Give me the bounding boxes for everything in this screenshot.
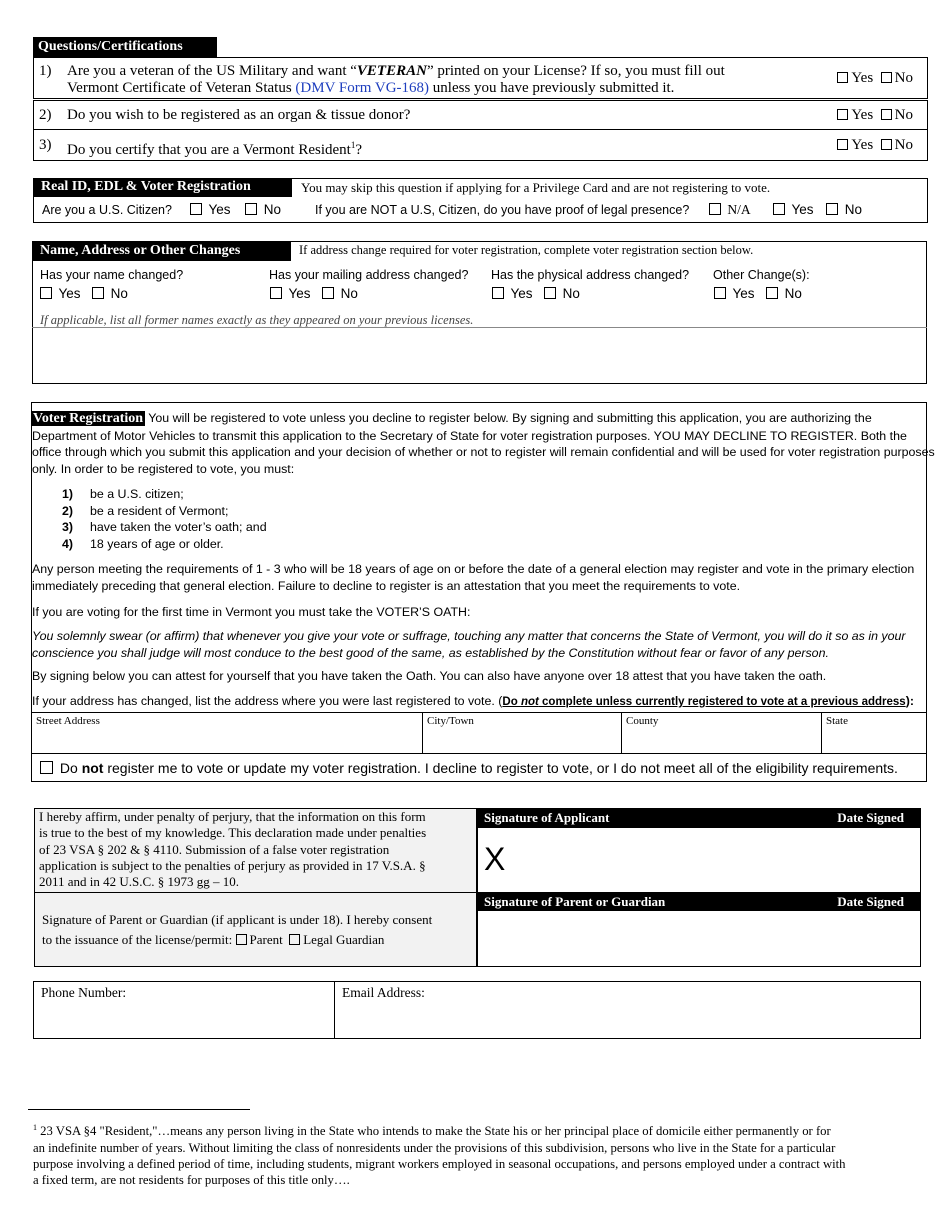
text: a fixed term, are not residents for purposes of this title only…. — [33, 1173, 350, 1188]
street-address-field[interactable] — [32, 713, 421, 752]
footnote-separator — [28, 1109, 250, 1110]
footnote-ref[interactable]: 1 — [350, 140, 356, 150]
voter-header: Voter Registration — [33, 411, 144, 426]
text: You will be registered to vote unless you decline to register below. By signing and submitting this application, you are authorizing the — [145, 411, 872, 425]
physical-no-checkbox[interactable]: No — [544, 286, 580, 301]
list-item: 1) be a U.S. citizen; — [62, 487, 184, 501]
street-address-label: Street Address — [36, 715, 100, 727]
county-label: County — [626, 715, 659, 727]
email-address-label: Email Address: — [342, 985, 425, 1000]
applicant-signature-label: Signature of Applicant — [484, 810, 610, 825]
guardian-signature-header — [477, 892, 921, 911]
yes-no-group — [837, 137, 913, 154]
parent-checkbox[interactable]: Parent — [236, 932, 283, 947]
county-field[interactable] — [622, 713, 820, 752]
former-names-label: If applicable, list all former names exactly as they appeared on your previous licenses. — [40, 313, 474, 327]
affirmation-text: I hereby affirm, under penalty of perjury, that the information on this form is true to the best of my knowledge. This declaration made under penalties of 23 VSA § 202 & § 4110. Submission of a false voter registration application is subject to the penalties of perjury as provided in 17 V.S.A. § 2011 and in 42 U.S.C. § 1973 gg – 10. — [39, 809, 427, 890]
text: Are you a veteran of the US Military and want “ — [67, 63, 357, 79]
no-checkbox[interactable]: No — [881, 107, 913, 123]
text: only. In order to be registered to vote, you must: — [32, 461, 295, 476]
state-label: State — [826, 715, 848, 727]
question-organ-donor — [33, 100, 928, 130]
question-number: 3) — [39, 137, 52, 153]
question-text: Do you wish to be registered as an organ & tissue donor? — [67, 107, 411, 123]
email-address-field[interactable] — [335, 982, 920, 1038]
guardian-signature-label: Signature of Parent or Guardian — [484, 894, 666, 909]
presence-no-checkbox[interactable]: No — [826, 202, 862, 217]
legal-guardian-checkbox[interactable]: Legal Guardian — [289, 932, 384, 947]
voter-first-time: If you are voting for the first time in Vermont you must take the VOTER’S OATH: — [32, 605, 471, 619]
footnote — [33, 1120, 923, 1188]
footnote-number: 1 — [33, 1123, 37, 1132]
yes-checkbox[interactable]: Yes — [837, 70, 873, 86]
decline-registration-checkbox[interactable]: Do not register me to vote or update my voter registration. I decline to register to vote, or I do not meet all of the eligibility requirements. — [40, 760, 898, 776]
applicant-signature-header — [477, 808, 921, 828]
yes-checkbox[interactable]: Yes — [837, 107, 873, 123]
guardian-signature-field[interactable] — [478, 911, 920, 966]
presence-na-checkbox[interactable]: N/A — [709, 202, 751, 218]
real-id-header: Real ID, EDL & Voter Registration — [33, 178, 292, 197]
phone-number-label: Phone Number: — [41, 985, 127, 1000]
address-table-bottom — [31, 753, 927, 754]
list-item: 4) 18 years of age or older. — [62, 536, 224, 551]
date-signed-label: Date Signed — [837, 894, 904, 909]
text: Vermont Certificate of Veteran Status — [67, 80, 296, 96]
text: unless you have previously submitted it. — [429, 80, 675, 96]
voter-intro — [32, 410, 935, 477]
real-id-note: You may skip this question if applying for a Privilege Card and are not registering to vote. — [301, 180, 771, 195]
question-vermont-resident — [33, 129, 928, 161]
text: office through which you submit this application and your decision of whether or not to register will remain confidential and will be used for voter registration purposes — [32, 445, 935, 459]
former-names-input[interactable] — [33, 329, 926, 383]
changes-header: Name, Address or Other Changes — [32, 241, 291, 261]
text: Department of Motor Vehicles to transmit this application to the Secretary of State for voter registration purposes. YOU MAY DECLINE TO REGISTER. Both the — [32, 428, 907, 443]
list-item: 3) have taken the voter’s oath; and — [62, 520, 267, 534]
mailing-changed-options — [270, 286, 358, 301]
legal-presence-question: If you are NOT a U.S, Citizen, do you have proof of legal presence? — [315, 203, 690, 217]
physical-changed-question: Has the physical address changed? — [491, 268, 690, 282]
text: Do you certify that you are a Vermont Resident — [67, 142, 351, 158]
no-checkbox[interactable]: No — [881, 137, 913, 153]
name-changed-options — [40, 286, 128, 301]
city-town-label: City/Town — [427, 715, 474, 727]
presence-yes-checkbox[interactable]: Yes — [773, 202, 814, 217]
text: an indefinite number of years. Without limiting the class of nonresidents under the provisions of this subdivision, persons who live in the State for a particular — [33, 1140, 836, 1155]
list-item: 2) be a resident of Vermont; — [62, 503, 229, 518]
voter-address-instruction: If your address has changed, list the address where you were last registered to vote. (Do not complete unless currently registered to vote at a previous address): — [32, 694, 914, 708]
city-town-field[interactable] — [423, 713, 620, 752]
text: 23 VSA §4 "Resident,"…means any person living in the State who intends to make the State his or her principal place of domicile either permanently or for — [37, 1124, 831, 1139]
question-text — [67, 63, 725, 97]
text: ” printed on your License? If so, you must fill out — [426, 63, 725, 79]
voter-primary-paragraph: Any person meeting the requirements of 1 - 3 who will be 18 years of age on or before the date of a general election may register and vote in the primary election immediately preceding that general election. Failure to decline to register is an attestation that you meet the requirements to vote. — [32, 562, 915, 593]
veteran-emph: VETERAN — [356, 63, 427, 79]
voter-oath: You solemnly swear (or affirm) that whenever you give your vote or suffrage, touching any matter that concerns the State of Vermont, you will do it so as in your conscience you shall judge will most conduce to the best good of the same, as established by the Constitution without fear or favor of any person. — [32, 629, 906, 660]
state-field[interactable] — [822, 713, 926, 752]
mailing-changed-question: Has your mailing address changed? — [269, 268, 469, 282]
citizen-no-checkbox[interactable]: No — [245, 202, 281, 217]
signature-x-mark: X — [484, 841, 506, 877]
yes-no-group — [837, 107, 913, 124]
phone-number-field[interactable] — [34, 982, 333, 1038]
yes-no-group — [837, 70, 913, 87]
physical-changed-options — [492, 286, 580, 301]
mailing-no-checkbox[interactable]: No — [322, 286, 358, 301]
physical-yes-checkbox[interactable]: Yes — [492, 286, 533, 301]
other-yes-checkbox[interactable]: Yes — [714, 286, 755, 301]
other-changes-question: Other Change(s): — [713, 268, 810, 282]
question-number: 1) — [39, 63, 52, 79]
changes-note: If address change required for voter registration, complete voter registration section below. — [299, 243, 754, 257]
question-text — [67, 137, 362, 159]
applicant-signature-field[interactable] — [478, 829, 920, 892]
question-number: 2) — [39, 107, 52, 123]
citizen-yes-checkbox[interactable]: Yes — [190, 202, 231, 217]
guardian-consent: Signature of Parent or Guardian (if applicant is under 18). I hereby consent to the issuance of the license/permit: Parent Legal Guardian — [42, 912, 433, 947]
yes-checkbox[interactable]: Yes — [837, 137, 873, 153]
text: ? — [355, 142, 362, 158]
questions-header: Questions/Certifications — [33, 37, 217, 57]
divider — [34, 892, 477, 893]
other-no-checkbox[interactable]: No — [766, 286, 802, 301]
no-checkbox[interactable]: No — [881, 70, 913, 86]
name-yes-checkbox[interactable]: Yes — [40, 286, 81, 301]
name-no-checkbox[interactable]: No — [92, 286, 128, 301]
text: purpose involving a defined period of time, including students, migrant workers employed in seasonal occupations, and persons employed under a contract with — [33, 1156, 846, 1171]
other-changes-options — [714, 286, 802, 301]
mailing-yes-checkbox[interactable]: Yes — [270, 286, 311, 301]
question-veteran — [33, 57, 928, 99]
date-signed-label: Date Signed — [837, 810, 904, 825]
voter-attest: By signing below you can attest for yourself that you have taken the Oath. You can also have anyone over 18 attest that you have taken the oath. — [32, 669, 827, 683]
citizen-question: Are you a U.S. Citizen? — [42, 203, 172, 217]
former-names-divider — [32, 327, 927, 328]
voter-requirements-list — [62, 487, 267, 553]
vg168-link[interactable]: (DMV Form VG-168) — [295, 80, 430, 96]
name-changed-question: Has your name changed? — [40, 268, 184, 282]
